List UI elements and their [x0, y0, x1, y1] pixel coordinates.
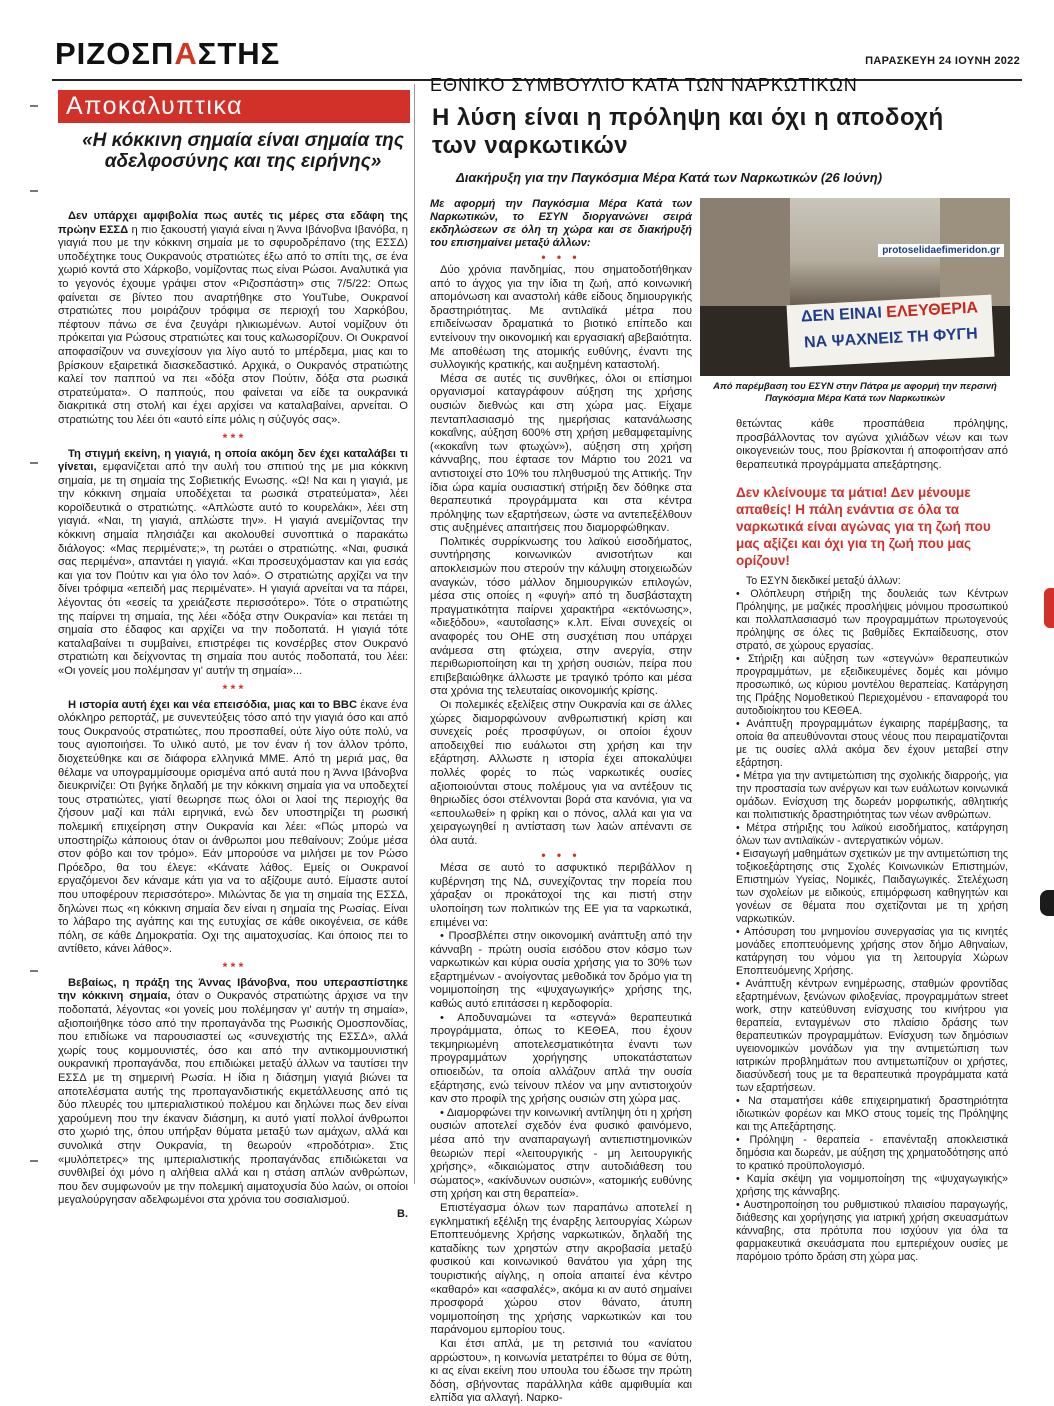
- separator-dots: • • •: [541, 847, 581, 862]
- demand-item: • Πρόληψη - θεραπεία - επανένταξη αποκλειστικά δημόσια και δωρεάν, με αύξηση της χρηματοδότησης από το κρατικό προϋπολογισμό.: [736, 1134, 1008, 1172]
- margin-mark: [30, 970, 38, 972]
- demand-item: • Ανάπτυξη προγραμμάτων έγκαιρης παρέμβασης, τα οποία θα απευθύνονται στους νέους που πειραματίζονται με τις ουσίες αλλά ακόμα δεν έχουν μεταβεί στην εξάρτηση.: [736, 718, 1008, 769]
- photo-caption: Από παρέμβαση του ΕΣΥΝ στην Πάτρα με αφορμή την περσινή Παγκόσμια Μέρα Κατά των Ναρκωτικών: [713, 381, 997, 404]
- middle-article-body: [430, 264, 692, 1406]
- kicker: ΕΘΝΙΚΟ ΣΥΜΒΟΥΛΙΟ ΚΑΤΑ ΤΩΝ ΝΑΡΚΩΤΙΚΩΝ: [430, 75, 858, 95]
- paragraph: έκανε ένα ολόκληρο ρεπορτάζ, με συνεντεύξεις τόσο από την γιαγιά όσο και από τους Ουκρανούς στρατιώτες, που προσπαθεί, ούτε λίγο ούτε πολύ, να τους αγιοποιήσει. Το υλικό αυτό, με τον έναν ή τον άλλον τρόπο, διοχετεύθηκε και σε διάφορα ελληνικά ΜΜΕ. Από τη μεριά μας, θα θέλαμε να υπογραμμίσουμε ορισμένα από αυτά που η Άννα Ιβάνοβνα διευκρινίζει: Οτι βγήκε δηλαδή με την κόκκινη σημαία για να υποδεχτεί τους στρατιώτες, γιατί θεωρησε πως όλοι οι λαοί της περιοχής θα ζήσουν μαζί και πάλι ειρηνικά, ενώ δεν υποστηρίζει τη ρωσική πολεμική επιχείρηση στην Ουκρανία και λέει: «Πώς μπορώ να υποστηρίζω κάποιους όταν οι άνθρωποι μου πεθαίνουν; Ζούμε μέσα στον φόβο και τον τρόμο». Εάν μπορούσε να μιλήσει με τον Ρώσο Πρόεδρο, θα του έλεγε: «Κάνατε λάθος. Εμείς οι Ουκρανοί εργαζόμενοι δεν κάναμε κάτι για να το αξίζουμε αυτό. Είμαστε αυτοί που υποφέρουν περισσότερο». Μιλώντας δε για τη σημαία της ΕΣΣΔ, δηλώνει πως «η κόκκινη σημαία δεν είναι η σημαία της Ρωσίας. Είναι το λάβαρο της αγάπης και της ευτυχίας σε κάθε οικογένεια, σε κάθε πόλη, σε κάθε Δημοκρατία. Οχι της αιματοχυσίας. Και όποιος πει το αντίθετο, κάνει λάθος».: [58, 698, 408, 956]
- paragraph: Επιστέγασμα όλων των παραπάνω αποτελεί η εγκληματική εξέλιξη της έναρξης λειτουργίας Χώρων Εποπτευόμενης Χρήσης ναρκωτικών, δηλαδή της καταδίκης των χρηστών στην ακροβασία μεταξύ φυσικού και κοινωνικού θανάτου για χάρη της τουριστικής αίγλης, η οποία απαιτεί ένα κέντρο «καθαρό» και «ασφαλές», ακόμα κι αν αυτό σημαίνει προσφορά χώρου στον θάνατο, άτυπη νομιμοποίηση της χρήσης ναρκωτικών και του παράνομου εμπορίου τους.: [430, 1201, 692, 1337]
- subheadline: Διακήρυξη για την Παγκόσμια Μέρα Κατά των Ναρκωτικών (26 Ιούνη): [456, 170, 883, 185]
- bullet-item: • Διαμορφώνει την κοινωνική αντίληψη ότι η χρήση ουσιών αποτελεί σχεδόν ένα φυσικό φαινόμενο, μέσα από την αναπαραγωγή αντιεπιστημονικών θεωριών περί «λειτουργικής - μη λειτουργικής χρήσης», «δικαιώματος στην αυτοδιάθεση του σώματος», «ακίνδυνων ουσιών», «ατομικής ευθύνης στη χρήση και στη θεραπεία».: [430, 1106, 692, 1201]
- paragraph: Και έτσι απλά, με τη ρετσινιά του «ανίατου αρρώστου», η κοινωνία μετατρέπει το θύμα σε θύτη, κι ας είναι εκείνη που υπουλα του έδωσε την πρώτη δόση, σβήνοντας παράλληλα κάθε αμφιθυμία και ελπίδα για αλλαγή. Ναρκο-: [430, 1337, 692, 1405]
- banner-text: ΝΑ ΨΑΧΝΕΙΣ ΤΗ ΦΥΓΗ: [803, 325, 979, 352]
- red-subhead: Δεν κλείνουμε τα μάτια! Δεν μένουμε απαθείς! Η πάλη ενάντια σε όλα τα ναρκωτικά είναι αγώνας για τη ζωή που μας αξίζει και όχι για τη ζωή που μας ορίζουν!: [736, 485, 991, 568]
- bullet-item: • Προσβλέπει στην οικονομική ανάπτυξη από την κάνναβη - πρώτη ουσία εισόδου στον κόσμο των ναρκωτικών και κύρια ουσία χρήσης για το 30% των εξαρτημένων - ανοίγοντας μεθοδικά τον δρόμο για τη νομιμοποίηση της «ψυχαγωγικής» χρήσης της, καθώς αυτό επιτάσσει η κερδοφορία.: [430, 930, 692, 1011]
- left-headline: «Η κόκκινη σημαία είναι σημαία της αδελφοσύνης και της ειρήνης»: [82, 130, 404, 172]
- section-label: Αποκαλυπτικα: [58, 90, 410, 123]
- margin-mark: [30, 462, 38, 464]
- paragraph: όταν ο Ουκρανός στρατιώτης άρχισε να την ποδοπατά, λέγοντας «οι γονείς μου πολέμησαν γι' αυτήν τη σημαία», αξιοποιήθηκε τόσο από την προπαγάνδα της Ρωσικής Ομοσπονδίας, που επιδίωκε να παρουσιαστεί ως «συνεχιστής της ΕΣΣΔ», αλλά χωρίς τους κομμουνιστές, όσο και από την αντικομμουνιστική ουκρανική προπαγάνδα, που επιδιώκει μεταξύ άλλων να ταυτίσει την ΕΣΣΔ με τη σημερινή Ρωσία. Η ίδια η διάσημη γιαγιά βιώνει τα αποτελέσματα αυτής της προπαγανδιστικής εκμετάλλευσης από τις δύο πλευρές του ιμπεριαλιστικού πολέμου και δηλώνει πως δεν είναι χαρούμενη που την έκαναν διάσημη, κι αυτό γιατί πολλοί άνθρωποι στο χωριό της, όπου υπήρξαν θύματα μεταξύ των αμάχων, αλλά και συνολικά στην Ουκρανία, τη θεωρούν «προδότρια». Στις «μυλόπετρες» της ιμπεριαλιστικής προπαγάνδας επιδιώκεται να συνθλιβεί όχι μόνο η αλήθεια αλλά και η στάση απλών ανθρώπων, που δεν συμφωνούν με την πολεμική αιματοχυσία δύο λαών, οι οποίοι μεγαλούργησαν αδελφωμένοι στα χρόνια του σοσιαλισμού.: [58, 990, 408, 1207]
- margin-mark: [30, 105, 38, 107]
- demand-item: • Καμία σκέψη για νομιμοποίηση της «ψυχαγωγικής» χρήσης της κάνναβης.: [736, 1173, 1008, 1198]
- demands-list: [736, 575, 1008, 1264]
- separator-dots: • • •: [541, 250, 581, 264]
- right-column-top: [736, 418, 1008, 472]
- banner-text: ΔΕΝ ΕΙΝΑΙ: [800, 304, 883, 326]
- right-headline: Η λύση είναι η πρόληψη και όχι η αποδοχή των ναρκωτικών: [432, 104, 944, 159]
- paragraph: εμφανίζεται από την αυλή του σπιτιού της με μια κόκκινη σημαία, με τη σημαία της Σοβιετικής Ενωσης. «Ω! Να και η γιαγιά, με την κόκκινη σημαία υποδέχεται τα ρωσικά στρατεύματα», λέει κοροϊδευτικά ο στρατιώτης. «Απλώστε αυτό το κουρελάκι», λέει στη γιαγιά. «Ναι, τη γιαγιά, απλώστε την». Η γιαγιά ανεμίζοντας την κόκκινη σημαία πλησιάζει και ακολουθεί συνοπτικά ο παρακάτω διάλογος: «Μας περιμένατε;», τη ρωτάει ο στρατιώτης. «Ναι, φυσικά σας περιμένα», απαντάει η γιαγιά. «Και προσευχόμασταν και για εσάς και για τον Πούτιν και για όλο τον λαό». Ο στρατιώτης αρχίζει να την δίνει τρόφιμα «επειδή μας περιμένατε». Η γιαγιά αρνείται να τα πάρει, λέγοντας ότι «εσείς τα χρειάζεστε περισσότερο». Τότε ο στρατιώτης της παίρνει τη σημαία, της λέει «δόξα στην Ουκρανία» και πετάει τη σημαία στο έδαφος και αρχίζει να την ποδοπατά. Η γιαγιά τότε καταλαβαίνει τι συμβαίνει, επιστρέφει τις κονσέρβες στον Ουκρανό στρατιώτη και δείχνοντας τη σημαία που αυτός ποδοπατά, του λέει: «Οι γονείς μου πολέμησαν γι' αυτήν τη σημαία»...: [58, 461, 408, 677]
- demand-item: • Αυστηροποίηση του ρυθμιστικού πλαισίου παραγωγής, διάθεσης και χορήγησης για ιατρική χρήση σκευασμάτων κάνναβης, στα πρότυπα που ισχύουν για όλα τα φαρμακευτικά σκευάσματα που εμπεριέχουν ουσίες με παρόμοιο τρόπο δράση στη χώρα μας.: [736, 1199, 1008, 1263]
- separator-stars: * * *: [222, 430, 244, 445]
- demand-item: • Ανάπτυξη κέντρων ενημέρωσης, σταθμών φροντίδας εξαρτημένων, ξενώνων φιλοξενίας, προγραμμάτων street work, στην κατεύθυνση ενίσχυσης του κινήτρου για θεραπεία, ενταγμένων στο πλαίσιο δράσης των θεραπευτικών προγραμμάτων. Ενίσχυση των δημόσιων υγειονομικών μονάδων για την αντιμετώπιση των ιατρικών προβλημάτων που αντιμετωπίζουν οι χρήστες, διασύνδεσή τους με τα θεραπευτικά προγράμματα κατά των εξαρτήσεων.: [736, 978, 1008, 1094]
- column-divider: [414, 84, 415, 1184]
- paragraph: Μέσα σε αυτό το ασφυκτικό περιβάλλον η κυβέρνηση της ΝΔ, συνεχίζοντας την πορεία που χάραξαν οι προκάτοχοί της και πιστή στην υλοποίηση των πολιτικών της ΕΕ για τα ναρκωτικά, επιμένει να:: [430, 862, 692, 929]
- paragraph: Πολιτικές συρρίκνωσης του λαϊκού εισοδήματος, συντήρησης κοινωνικών ανισοτήτων και αποκλεισμών που στερούν την κάλυψη στοιχειωδών αναγκών, τόσο μάλλον δημιουργικών επιλογών, μέσα στις οποίες η «φυγή» από τη δυσβάσταχτη πραγματικότητα παίρνει χαρακτήρα «εκτόνωσης», «διεξόδου», «αυτοΐασης» κ.λπ. Είναι συνεχείς οι αναφορές του ΟΗΕ στη συσχέτιση που υπάρχει ανάμεσα στη φτώχεια, στην ανεργία, στην περιθωριοποίηση και τη χρήση ουσιών, πείρα που επιβεβαιώθηκε άλλωστε με τραγικό τρόπο και μέσα στα χρόνια της τελευταίας οικονομικής κρίσης.: [430, 535, 692, 698]
- lead-bold: Τη στιγμή εκείνη, η γιαγιά, η οποία ακόμη δεν έχει καταλάβει τι γίνεται,: [58, 447, 408, 474]
- demand-item: • Μέτρα για την αντιμετώπιση της σχολικής διαρροής, για την προστασία των ανέργων και των ευάλωτων κοινωνικά ομάδων. Ενίσχυση της δωρεάν μορφωτικής, αθλητικής και πολιτιστικής δραστηριότητας των νέων ανθρώπων.: [736, 770, 1008, 821]
- watermark: protoselidaefimeridon.gr: [878, 244, 1004, 257]
- building-left: [700, 198, 790, 318]
- margin-mark: [30, 1160, 38, 1162]
- demand-item: • Ολόπλευρη στήριξη της δουλειάς των Κέντρων Πρόληψης, με μαζικές προσλήψεις μόνιμου προσωπικού και πολλαπλασιασμό των προγραμμάτων πρωτογενούς πρόληψης σε όλες τις βαθμίδες Εκπαίδευσης, στον στρατό, σε χώρους εργασίας.: [736, 588, 1008, 652]
- margin-mark: [30, 190, 38, 192]
- demand-item: • Εισαγωγή μαθημάτων σχετικών με την αντιμετώπιση της τοξικοεξάρτησης στις Σχολές Κοινωνικών Επιστημών, Επιστημών Υγείας, Νομικές, Παιδαγωγικές. Στελέχωση των σχολείων με ειδικούς, επιμόρφωση καθηγητών και γονέων σε θέματα που σχετίζονται με τη χρήση ναρκωτικών.: [736, 848, 1008, 925]
- masthead: ΡΙΖΟΣΠΑΣΤΗΣ: [55, 36, 281, 71]
- edge-tab-black: [1040, 890, 1054, 916]
- protest-photo: [700, 198, 1010, 376]
- paragraph: η πιο ξακουστή γιαγιά είναι η Άννα Ιβάνοβνα Ιβανόβα, η γιαγιά που με την κόκκινη σημαία με το σφυροδρέπανο (της ΕΣΣΔ) υποδέχτηκε τους Ουκρανούς στρατιώτες έξω από το σπίτι της, σε ένα χωριό κοντά στο Χάρκοβο, νομίζοντας πως είναι Ρώσοι. Αναλυτικά για το γεγονός έχουμε γράψει στον «Ριζοσπάστη» στις 7/5/22: Οπως φαίνεται σε βίντεο που αναρτήθηκε στο YouTube, Ουκρανοί στρατιώτες που μοιράζουν τρόφιμα σε περιοχή του Χαρκόβου, πέφτουν πάνω σε ένα ζευγάρι ηλικιωμένων. Αυτοί νομίζουν ότι πρόκειται για Ρώσους στρατιώτες και τους καλωσορίζουν. Οι Ουκρανοί αποφασίζουν να συνεχίσουν για λίγο αυτό το μπέρδεμα, μιας και το βρίσκουν εξαιρετικά διασκεδαστικό. Αρχικά, ο Ουκρανός στρατιώτης καλεί τον παππού να πει «δόξα στον Πούτιν, δόξα στα ρωσικά στρατεύματα». Ο παππούς, που φαίνεται να είδε τα ουκρανικά διακριτικά στη στολή και έχει αρχίσει να καταλαβαίνει, αρνείται. Ο στρατιώτης του λέει ότι «αυτό είπε μόλις η σύζυγός σας».: [58, 223, 408, 426]
- bullet-item: • Αποδυναμώνει τα «στεγνά» θεραπευτικά προγράμματα, όπως το ΚΕΘΕΑ, που έχουν τεκμηριωμένη αποτελεσματικότητα έναντι των προγραμμάτων χορήγησης υποκατάστατων οπιοειδών, τα οποία αλλάζουν απλά την ουσία εξάρτησης, ενώ τείνουν πλέον να μην αντιστοιχούν καν στο προφίλ της χρήσης ουσιών στη χώρα μας.: [430, 1011, 692, 1106]
- issue-date: ΠΑΡΑΣΚΕΥΗ 24 ΙΟΥΝΗ 2022: [865, 55, 1020, 67]
- demand-item: • Απόσυρση του μνημονίου συνεργασίας για τις κινητές μονάδες εποπτευόμενης χρήσης στον δήμο Αθηναίων, κατάργηση του νόμου για τη λειτουργία Χώρων Εποπτευόμενης Χρήσης.: [736, 926, 1008, 977]
- demand-item: • Στήριξη και αύξηση των «στεγνών» θεραπευτικών προγραμμάτων, με εξειδικευμένες δομές και μόνιμο προσωπικό, ως κύριου μοντέλου θεραπείας. Κατάργηση της Πράξης Νομοθετικού Περιεχομένου - επαναφορά του αυτοδιοίκητου του ΚΕΘΕΑ.: [736, 653, 1008, 717]
- paragraph: θετώντας κάθε προσπάθεια πρόληψης, προσβάλλοντας τον αγώνα χιλιάδων νέων και των οικογενειών τους, που βρίσκονται ή αποφοιτήσαν από θεραπευτικά προγράμματα απεξάρτησης.: [736, 418, 1008, 471]
- banner-text: ΕΛΕΥΘΕΡΙΑ: [885, 299, 979, 322]
- left-article-body: [58, 210, 408, 1222]
- lead-bold: Δεν υπάρχει αμφιβολία πως αυτές τις μέρες στα εδάφη της πρώην ΕΣΣΔ: [58, 210, 408, 236]
- demand-item: • Να σταματήσει κάθε επιχειρηματική δραστηριότητα ιδιωτικών φορέων και ΜΚΟ στους τομείς της Πρόληψης και της Απεξάρτησης.: [736, 1095, 1008, 1133]
- protest-banner: [787, 295, 995, 368]
- paragraph: Το ΕΣΥΝ διεκδικεί μεταξύ άλλων:: [746, 575, 901, 587]
- demand-item: • Μέτρα στήριξης του λαϊκού εισοδήματος, κατάργηση όλων των αντιλαϊκών - αντεργατικών νόμων.: [736, 822, 1008, 847]
- signature: Β.: [397, 1207, 408, 1220]
- separator-stars: * * *: [222, 959, 244, 974]
- paragraph: Μέσα σε αυτές τις συνθήκες, όλοι οι επίσημοι οργανισμοί καταγράφουν αύξηση της χρήσης ουσιών διεθνώς και στη χώρα μας. Είχαμε πενταπλασιασμό της ημερήσιας κατανάλωσης κοκαΐνης, αύξηση 600% στη χρήση μεθαμφεταμίνης («κοκαΐνη των φτωχών»), αύξηση στη χρήση κάνναβης, που έφτασε τον Μάρτιο του 2021 να αντιστοιχεί στο 10% του πληθυσμού της Αττικής. Την ίδια ώρα καμία ουσιαστική στήριξη δεν δόθηκε στα θεραπευτικά προγράμματα και στα κέντρα πρόληψης των εξαρτήσεων, ώστε να αντεπεξέλθουν στις αυξημένες απαιτήσεις που διαμορφώθηκαν.: [430, 372, 692, 535]
- intro: Με αφορμή την Παγκόσμια Μέρα Κατά των Ναρκωτικών, το ΕΣΥΝ διοργανώνει σειρά εκδηλώσεων σε όλη τη χώρα και σε διακήρυξή του επισημαίνει μεταξύ άλλων:: [430, 198, 692, 249]
- lead-bold: Βεβαίως, η πράξη της Άννας Ιβάνοβνα, που υπερασπίστηκε την κόκκινη σημαία,: [58, 976, 408, 1003]
- lead-bold: Η ιστορία αυτή έχει και νέα επεισόδια, μιας και το BBC: [68, 698, 358, 711]
- separator-stars: * * *: [222, 681, 244, 696]
- middle-column: [430, 198, 692, 1406]
- paragraph: Οι πολεμικές εξελίξεις στην Ουκρανία και σε άλλες χώρες διαμορφώνουν ανθρωπιστική κρίση και συνεχείς ροές προσφύγων, οι οποίοι έχουν αποδειχθεί πιο ευάλωτοι στη χρήση και την εξάρτηση. Αλλωστε η ιστορία έχει αποκαλύψει πολλές φορές το πώς ναρκωτικές ουσίες αξιοποιούνται στους πολέμους για να αντέξουν τις θηριωδίες όσοι στέλνονται βορά στα κανόνια, για να «επουλωθεί» η φρίκη και ο πόνος, αλλά και για να χειραγωγηθεί η αντίσταση των λαών απέναντι σε όλα αυτά.: [430, 699, 692, 847]
- edge-tab-red: [1044, 588, 1054, 628]
- paragraph: Δύο χρόνια πανδημίας, που σηματοδοτήθηκαν από το άγχος για την ίδια τη ζωή, από κοινωνική απομόνωση και αναστολή κάθε είδους δημιουργικής δραστηριότητας. Με αντιλαϊκά μέτρα που επιδείνωσαν δραματικά το βιοτικό επίπεδο και εντείνουν την οικονομική και εργασιακή αβεβαιότητα. Με αποθέωση της ατομικής ευθύνης, έναντι της συλλογικής κρατικής, και αυξημένη καταστολή.: [430, 264, 692, 372]
